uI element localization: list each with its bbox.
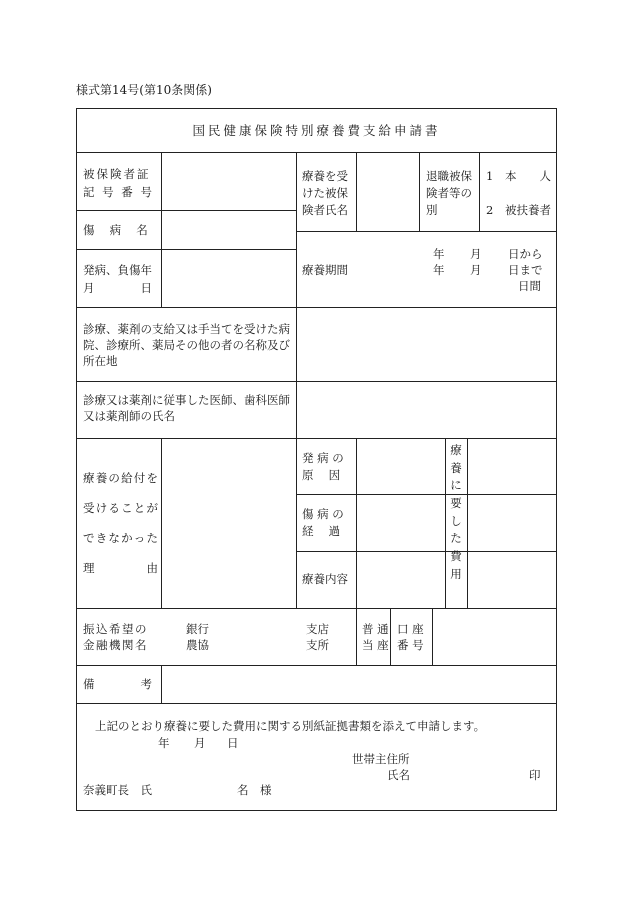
period-days: 日間 <box>518 279 541 293</box>
facility-label: 所在地 <box>83 354 118 368</box>
cause-label: 発 病 の <box>302 451 344 465</box>
onset-date-label: 発病、負傷年 <box>83 263 152 277</box>
treatment-period-label: 療養期間 <box>302 263 348 277</box>
cost-label-vertical <box>449 445 463 587</box>
option-number: 1 <box>486 169 494 183</box>
option-dependent: 被扶養者 <box>505 203 551 217</box>
date-year: 年 <box>158 736 170 750</box>
option-number: 2 <box>486 203 494 217</box>
rule <box>77 608 556 609</box>
bank-type: 銀行 <box>186 622 209 636</box>
date-day: 日 <box>227 736 239 750</box>
rule <box>77 703 556 704</box>
rule <box>161 438 162 608</box>
branch-type: 支所 <box>306 638 329 652</box>
period-month: 月 <box>470 247 482 261</box>
reason-label: 療養の給付を <box>83 471 160 485</box>
rule <box>356 152 357 231</box>
rule <box>77 307 556 308</box>
period-month: 月 <box>470 263 482 277</box>
reason-label: 理 由 <box>83 561 160 575</box>
seal-mark: 印 <box>529 768 541 782</box>
disease-name-label: 傷 病 名 <box>83 223 148 237</box>
cost-label-char: 養 <box>450 460 462 475</box>
rule <box>296 551 556 552</box>
addressee: 名 様 <box>237 783 272 797</box>
account-type-label: 当 座 <box>362 638 389 652</box>
rule <box>356 438 357 608</box>
bank-label: 振込希望の <box>83 622 148 636</box>
rule <box>296 231 556 232</box>
reason-label: 受けることが <box>83 501 160 515</box>
rule <box>77 152 556 153</box>
recipient-name-label: けた被保 <box>302 186 348 200</box>
cause-label: 原 因 <box>302 468 341 482</box>
cost-label-char: 用 <box>450 566 462 581</box>
period-year: 年 <box>433 247 445 261</box>
rule <box>77 249 296 250</box>
period-from: 日から <box>508 247 543 261</box>
rule <box>296 438 297 608</box>
rule <box>296 381 297 438</box>
rule <box>419 152 420 231</box>
cost-label-char: 療 <box>450 443 462 457</box>
rule <box>356 608 357 665</box>
rule <box>161 665 162 703</box>
cost-label-char: 費 <box>450 549 462 564</box>
progress-label: 傷 病 の <box>302 507 344 521</box>
rule <box>296 494 556 495</box>
rule <box>445 438 446 608</box>
rule <box>161 152 162 307</box>
recipient-name-label: 療養を受 <box>302 169 348 183</box>
account-number-label: 口 座 <box>397 622 424 636</box>
period-year: 年 <box>433 263 445 277</box>
onset-date-label: 月 日 <box>83 281 152 295</box>
facility-label: 院、診療所、薬局その他の者の名称及び <box>83 338 290 352</box>
insured-number-label: 被保険者証 <box>83 167 151 181</box>
doctor-label: 又は薬剤師の氏名 <box>83 409 175 423</box>
retired-category-label: 別 <box>426 203 438 217</box>
rule <box>77 381 556 382</box>
progress-label: 経 過 <box>302 524 341 538</box>
remarks-label: 備 考 <box>83 677 152 691</box>
date-month: 月 <box>194 736 206 750</box>
declaration-text: 上記のとおり療養に要した費用に関する別紙証拠書類を添えて申請します。 <box>95 719 486 733</box>
householder-address-label: 世帯主住所 <box>352 752 410 766</box>
rule <box>467 438 468 608</box>
cost-label-char: た <box>450 531 462 546</box>
reason-label: できなかった <box>83 531 160 545</box>
recipient-name-label: 険者氏名 <box>302 203 348 217</box>
rule <box>77 210 296 211</box>
facility-label: 診療、薬剤の支給又は手当てを受けた病 <box>83 322 290 336</box>
rule <box>77 438 556 439</box>
account-number-label: 番 号 <box>397 638 424 652</box>
rule <box>432 608 433 665</box>
option-self: 本 人 <box>505 169 551 183</box>
cost-label-char: に <box>450 478 462 493</box>
insured-number-label: 記 号 番 号 <box>83 185 154 199</box>
bank-type: 農協 <box>186 638 209 652</box>
retired-category-label: 退職被保 <box>426 169 472 183</box>
branch-type: 支店 <box>306 622 329 636</box>
doctor-label: 診療又は薬剤に従事した医師、歯科医師 <box>83 393 290 407</box>
period-until: 日まで <box>508 263 543 277</box>
cost-label-char: し <box>450 513 462 528</box>
retired-category-label: 険者等の <box>426 186 472 200</box>
rule <box>296 152 297 307</box>
rule <box>77 665 556 666</box>
account-type-label: 普 通 <box>362 622 389 636</box>
rule <box>296 307 297 381</box>
rule <box>479 152 480 231</box>
form-number: 様式第14号(第10条関係) <box>76 83 212 97</box>
cost-label-char: 要 <box>450 496 462 511</box>
form-title: 国民健康保険特別療養費支給申請書 <box>192 123 441 138</box>
addressee: 奈義町長 氏 <box>83 783 152 797</box>
application-form <box>76 108 557 811</box>
bank-label: 金融機関名 <box>83 638 148 652</box>
treatment-content-label: 療養内容 <box>302 572 348 586</box>
householder-name-label: 氏名 <box>387 768 410 782</box>
rule <box>390 608 391 665</box>
